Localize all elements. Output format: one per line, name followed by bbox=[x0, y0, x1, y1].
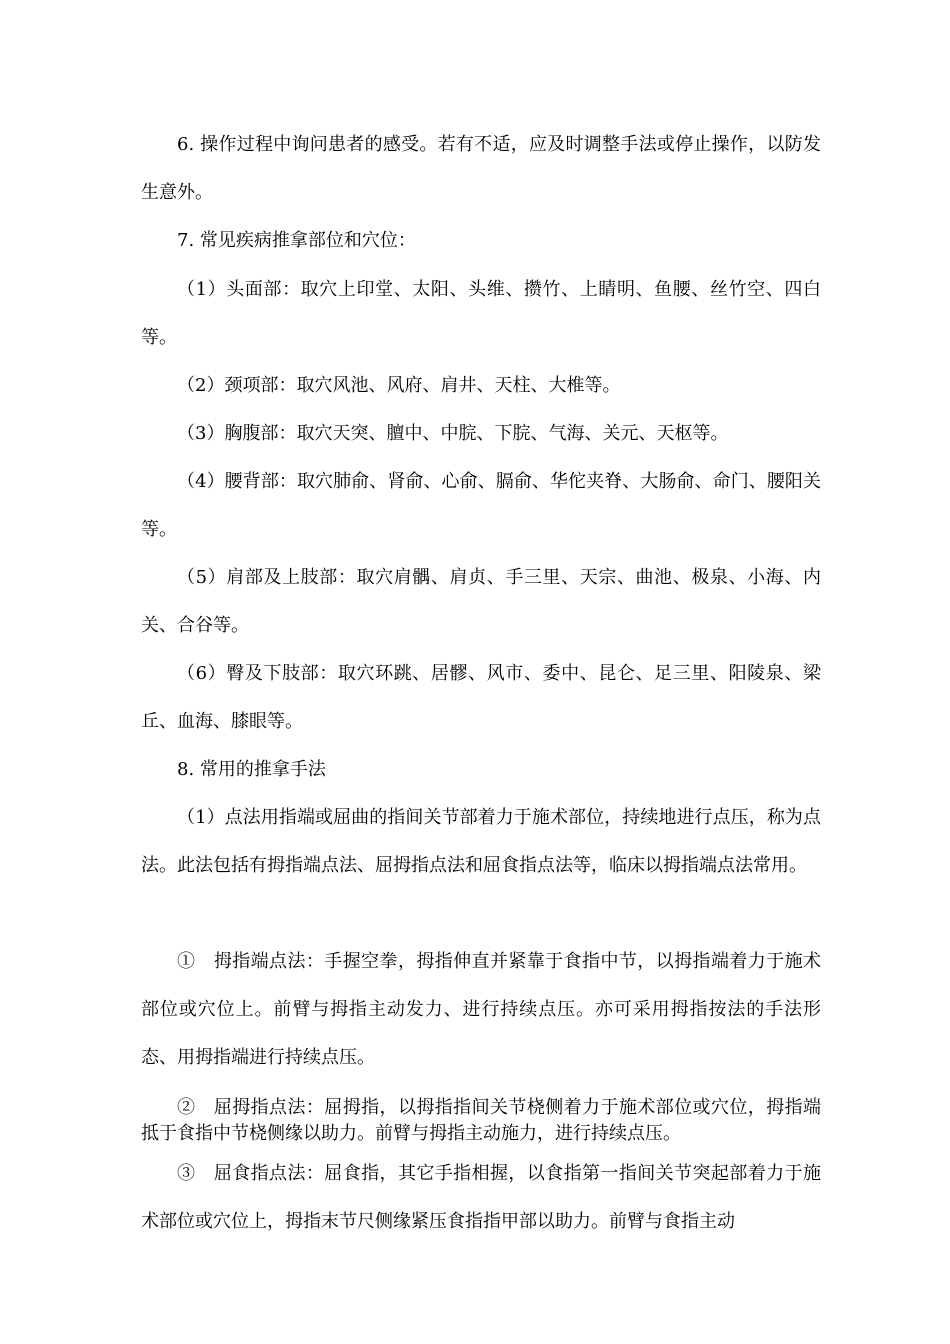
paragraph-neck: （2）颈项部：取穴风池、风府、肩井、天柱、大椎等。 bbox=[177, 375, 621, 396]
paragraph-point-method: （1）点法用指端或屈曲的指间关节部着力于施术部位，持续地进行点压，称为点法。此法包括有拇指端点法、屈拇指点法和屈食指点法等，临床以拇指端点法常用。 bbox=[141, 807, 821, 876]
paragraph-shoulder-upper-limb: （5）肩部及上肢部：取穴肩髃、肩贞、手三里、天宗、曲池、极泉、小海、内关、合谷等。 bbox=[141, 567, 821, 636]
paragraph-chest-abdomen: （3）胸腹部：取穴天突、膻中、中脘、下脘、气海、关元、天枢等。 bbox=[177, 423, 729, 444]
paragraph-item-6: 6. 操作过程中询问患者的感受。若有不适，应及时调整手法或停止操作，以防发生意外。 bbox=[141, 134, 821, 203]
paragraph-head-face: （1）头面部：取穴上印堂、太阳、头维、攒竹、上睛明、鱼腰、丝竹空、四白等。 bbox=[141, 279, 821, 348]
paragraph-bent-index-point: ③ 屈食指点法：屈食指，其它手指相握，以食指第一指间关节突起部着力于施术部位或穴位上，拇指末节尺侧缘紧压食指指甲部以助力。前臂与食指主动 bbox=[141, 1163, 821, 1232]
paragraph-thumb-tip-point: ① 拇指端点法：手握空拳，拇指伸直并紧靠于食指中节，以拇指端着力于施术部位或穴位上。前臂与拇指主动发力、进行持续点压。亦可采用拇指按法的手法形态、用拇指端进行持续点压。 bbox=[141, 951, 821, 1068]
paragraph-bent-thumb-point: ② 屈拇指点法：屈拇指，以拇指指间关节桡侧着力于施术部位或穴位，拇指端抵于食指中节桡侧缘以助力。前臂与拇指主动施力，进行持续点压。 bbox=[141, 1097, 821, 1144]
paragraph-waist-back: （4）腰背部：取穴肺俞、肾俞、心俞、膈俞、华佗夹脊、大肠俞、命门、腰阳关等。 bbox=[141, 471, 821, 540]
paragraph-item-8-heading: 8. 常用的推拿手法 bbox=[177, 759, 326, 780]
paragraph-hip-lower-limb: （6）臀及下肢部：取穴环跳、居髎、风市、委中、昆仑、足三里、阳陵泉、梁丘、血海、膝眼等。 bbox=[141, 663, 821, 732]
paragraph-item-7-heading: 7. 常见疾病推拿部位和穴位： bbox=[177, 230, 416, 251]
